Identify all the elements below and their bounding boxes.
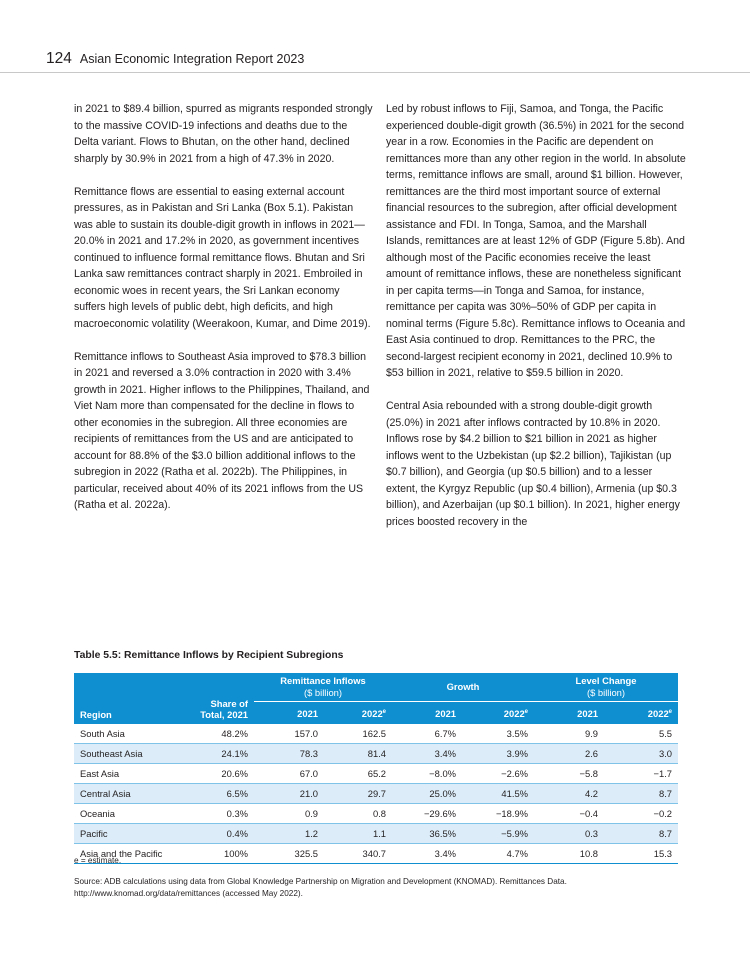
table-header [74,673,678,724]
value-cell: 3.5% [462,724,534,744]
value-cell: 25.0% [392,784,462,804]
table-source: Source: ADB calculations using data from Global Knowledge Partnership on Migration and Development (KNOMAD). Remittances Data. http://www.knomad.org/data/remittances (accessed May 2022). [74,877,567,898]
value-cell: 6.7% [392,724,462,744]
region-cell: East Asia [74,764,186,784]
value-cell: 81.4 [324,744,392,764]
value-cell: 24.1% [186,744,254,764]
value-cell: 9.9 [534,724,604,744]
running-title: Asian Economic Integration Report 2023 [79,52,305,66]
table-row [74,764,678,784]
value-cell: 36.5% [392,824,462,844]
value-cell: −0.4 [534,804,604,824]
region-column-header: Region [74,673,186,724]
value-cell: 340.7 [324,844,392,864]
value-cell: 100% [186,844,254,864]
value-cell: 67.0 [254,764,324,784]
year-header: 2022e [324,702,392,725]
table-title: Table 5.5: Remittance Inflows by Recipient Subregions [74,650,344,661]
growth-group-header: Growth [392,673,534,702]
value-cell: 0.3% [186,804,254,824]
value-cell: 6.5% [186,784,254,804]
value-cell: 3.9% [462,744,534,764]
value-cell: 3.0 [604,744,678,764]
value-cell: 0.3 [534,824,604,844]
paragraph: in 2021 to $89.4 billion, spurred as migrants responded strongly to the massive COVID-19 infections and deaths due to the Delta variant. Flows to Bhutan, on the other hand, declined sharply by 30.9% in 2021 from a high of 47.3% in 2020. [74,103,373,165]
value-cell: 4.7% [462,844,534,864]
value-cell: −8.0% [392,764,462,784]
value-cell: 41.5% [462,784,534,804]
inflows-group-header: Remittance Inflows ($ billion) [254,673,392,702]
value-cell: −5.8 [534,764,604,784]
paragraph: Remittance flows are essential to easing external account pressures, as in Pakistan and Sri Lanka (Box 5.1). Pakistan was able to sustain its double-digit growth in inflows in 2021—20.0% in 2021 and 17.2% in 2020, as government incentives continued to influence formal remittance flows. Bhutan and Sri Lanka saw remittances contract sharply in 2021. Embroiled in economic woes in recent years, the Sri Lankan economy suffers high levels of public debt, high deficits, and high macroeconomic volatility (Weerakoon, Kumar, and Dime 2019). [74,185,371,330]
table-row [74,824,678,844]
value-cell: 78.3 [254,744,324,764]
page-header [46,50,304,68]
value-cell: −2.6% [462,764,534,784]
value-cell: 157.0 [254,724,324,744]
value-cell: 65.2 [324,764,392,784]
value-cell: 29.7 [324,784,392,804]
paragraph: Remittance inflows to Southeast Asia improved to $78.3 billion in 2021 and reversed a 3.0% contraction in 2020 with 3.4% growth in 2021. Higher inflows to the Philippines, Thailand, and Viet Nam more than compensated for the decline in flows to other economies in the subregion. All three economies are recipients of remittances from the US and are anticipated to account for 88.8% of the $3.0 billion additional inflows to the subregion in 2022 (Ratha et al. 2022b). The Philippines, in particular, received about 40% of its 2021 inflows from the US (Ratha et al. 2022a). [74,350,370,511]
value-cell: 162.5 [324,724,392,744]
value-cell: −18.9% [462,804,534,824]
value-cell: 2.6 [534,744,604,764]
year-header: 2022e [462,702,534,725]
value-cell: 48.2% [186,724,254,744]
region-cell: Oceania [74,804,186,824]
value-cell: 10.8 [534,844,604,864]
value-cell: 3.4% [392,744,462,764]
value-cell: 0.9 [254,804,324,824]
value-cell: 8.7 [604,824,678,844]
value-cell: 8.7 [604,784,678,804]
table-row [74,784,678,804]
table-note: e = estimate. [74,856,122,865]
region-cell: Pacific [74,824,186,844]
value-cell: 0.8 [324,804,392,824]
value-cell: 325.5 [254,844,324,864]
share-column-header: Share of Total, 2021 [186,673,254,724]
table-body [74,724,678,864]
left-text-column [74,101,374,530]
table-row [74,804,678,824]
value-cell: 1.2 [254,824,324,844]
region-cell: South Asia [74,724,186,744]
level-change-group-header: Level Change ($ billion) [534,673,678,702]
value-cell: −5.9% [462,824,534,844]
table-row [74,844,678,864]
year-header: 2021 [392,702,462,725]
table-row [74,724,678,744]
year-header: 2021 [254,702,324,725]
year-header: 2022e [604,702,678,725]
paragraph: Central Asia rebounded with a strong double-digit growth (25.0%) in 2021 after inflows contracted by 10.8% in 2020. Inflows rose by $4.2 billion to $21 billion in 2021 as higher inflows went to the Uzbekistan (up $2.2 billion), Tajikistan (up $0.7 billion), and Georgia (up $0.5 billion) and to a lesser extent, the Kyrgyz Republic (up $0.4 billion), Armenia (up $0.3 billion), and Azerbaijan (up $0.1 billion). In 2021, higher energy prices boosted recovery in the [386,400,680,528]
value-cell: −29.6% [392,804,462,824]
value-cell: 15.3 [604,844,678,864]
paragraph: Led by robust inflows to Fiji, Samoa, and Tonga, the Pacific experienced double-digit growth (36.5%) in 2021 for the second year in a row. Economies in the Pacific are dependent on remittances more than any other region in the world. In absolute terms, remittance inflows are small, around $1 billion. However, remittances are the third most important source of external financial resources to the subregion, after official development assistance and FDI. In Tonga, Samoa, and the Marshall Islands, remittances are at least 12% of GDP (Figure 5.8b). And although most of the Pacific economies receive the least amount of remittance inflows, these are nonetheless significant in per capita terms—in Tonga and Samoa, for instance, remittance per capita was 30%–50% of GDP per capita in nominal terms (Figure 5.8c). Remittance inflows to Oceania and East Asia continued to drop. Remittances to the PRC, the second-largest recipient economy in 2021, declined 10.9% to $53 billion in 2021, relative to $59.5 billion in 2020. [386,103,686,379]
region-cell: Central Asia [74,784,186,804]
value-cell: −1.7 [604,764,678,784]
value-cell: 20.6% [186,764,254,784]
region-cell: Southeast Asia [74,744,186,764]
remittance-table [74,673,678,864]
value-cell: 0.4% [186,824,254,844]
table-row [74,744,678,764]
region-cell: Asia and the Pacific [74,844,186,864]
value-cell: 4.2 [534,784,604,804]
value-cell: 21.0 [254,784,324,804]
right-text-column [386,101,686,547]
value-cell: 3.4% [392,844,462,864]
header-divider [0,72,750,73]
value-cell: 5.5 [604,724,678,744]
page-number: 124 [46,50,72,67]
value-cell: 1.1 [324,824,392,844]
value-cell: −0.2 [604,804,678,824]
year-header: 2021 [534,702,604,725]
